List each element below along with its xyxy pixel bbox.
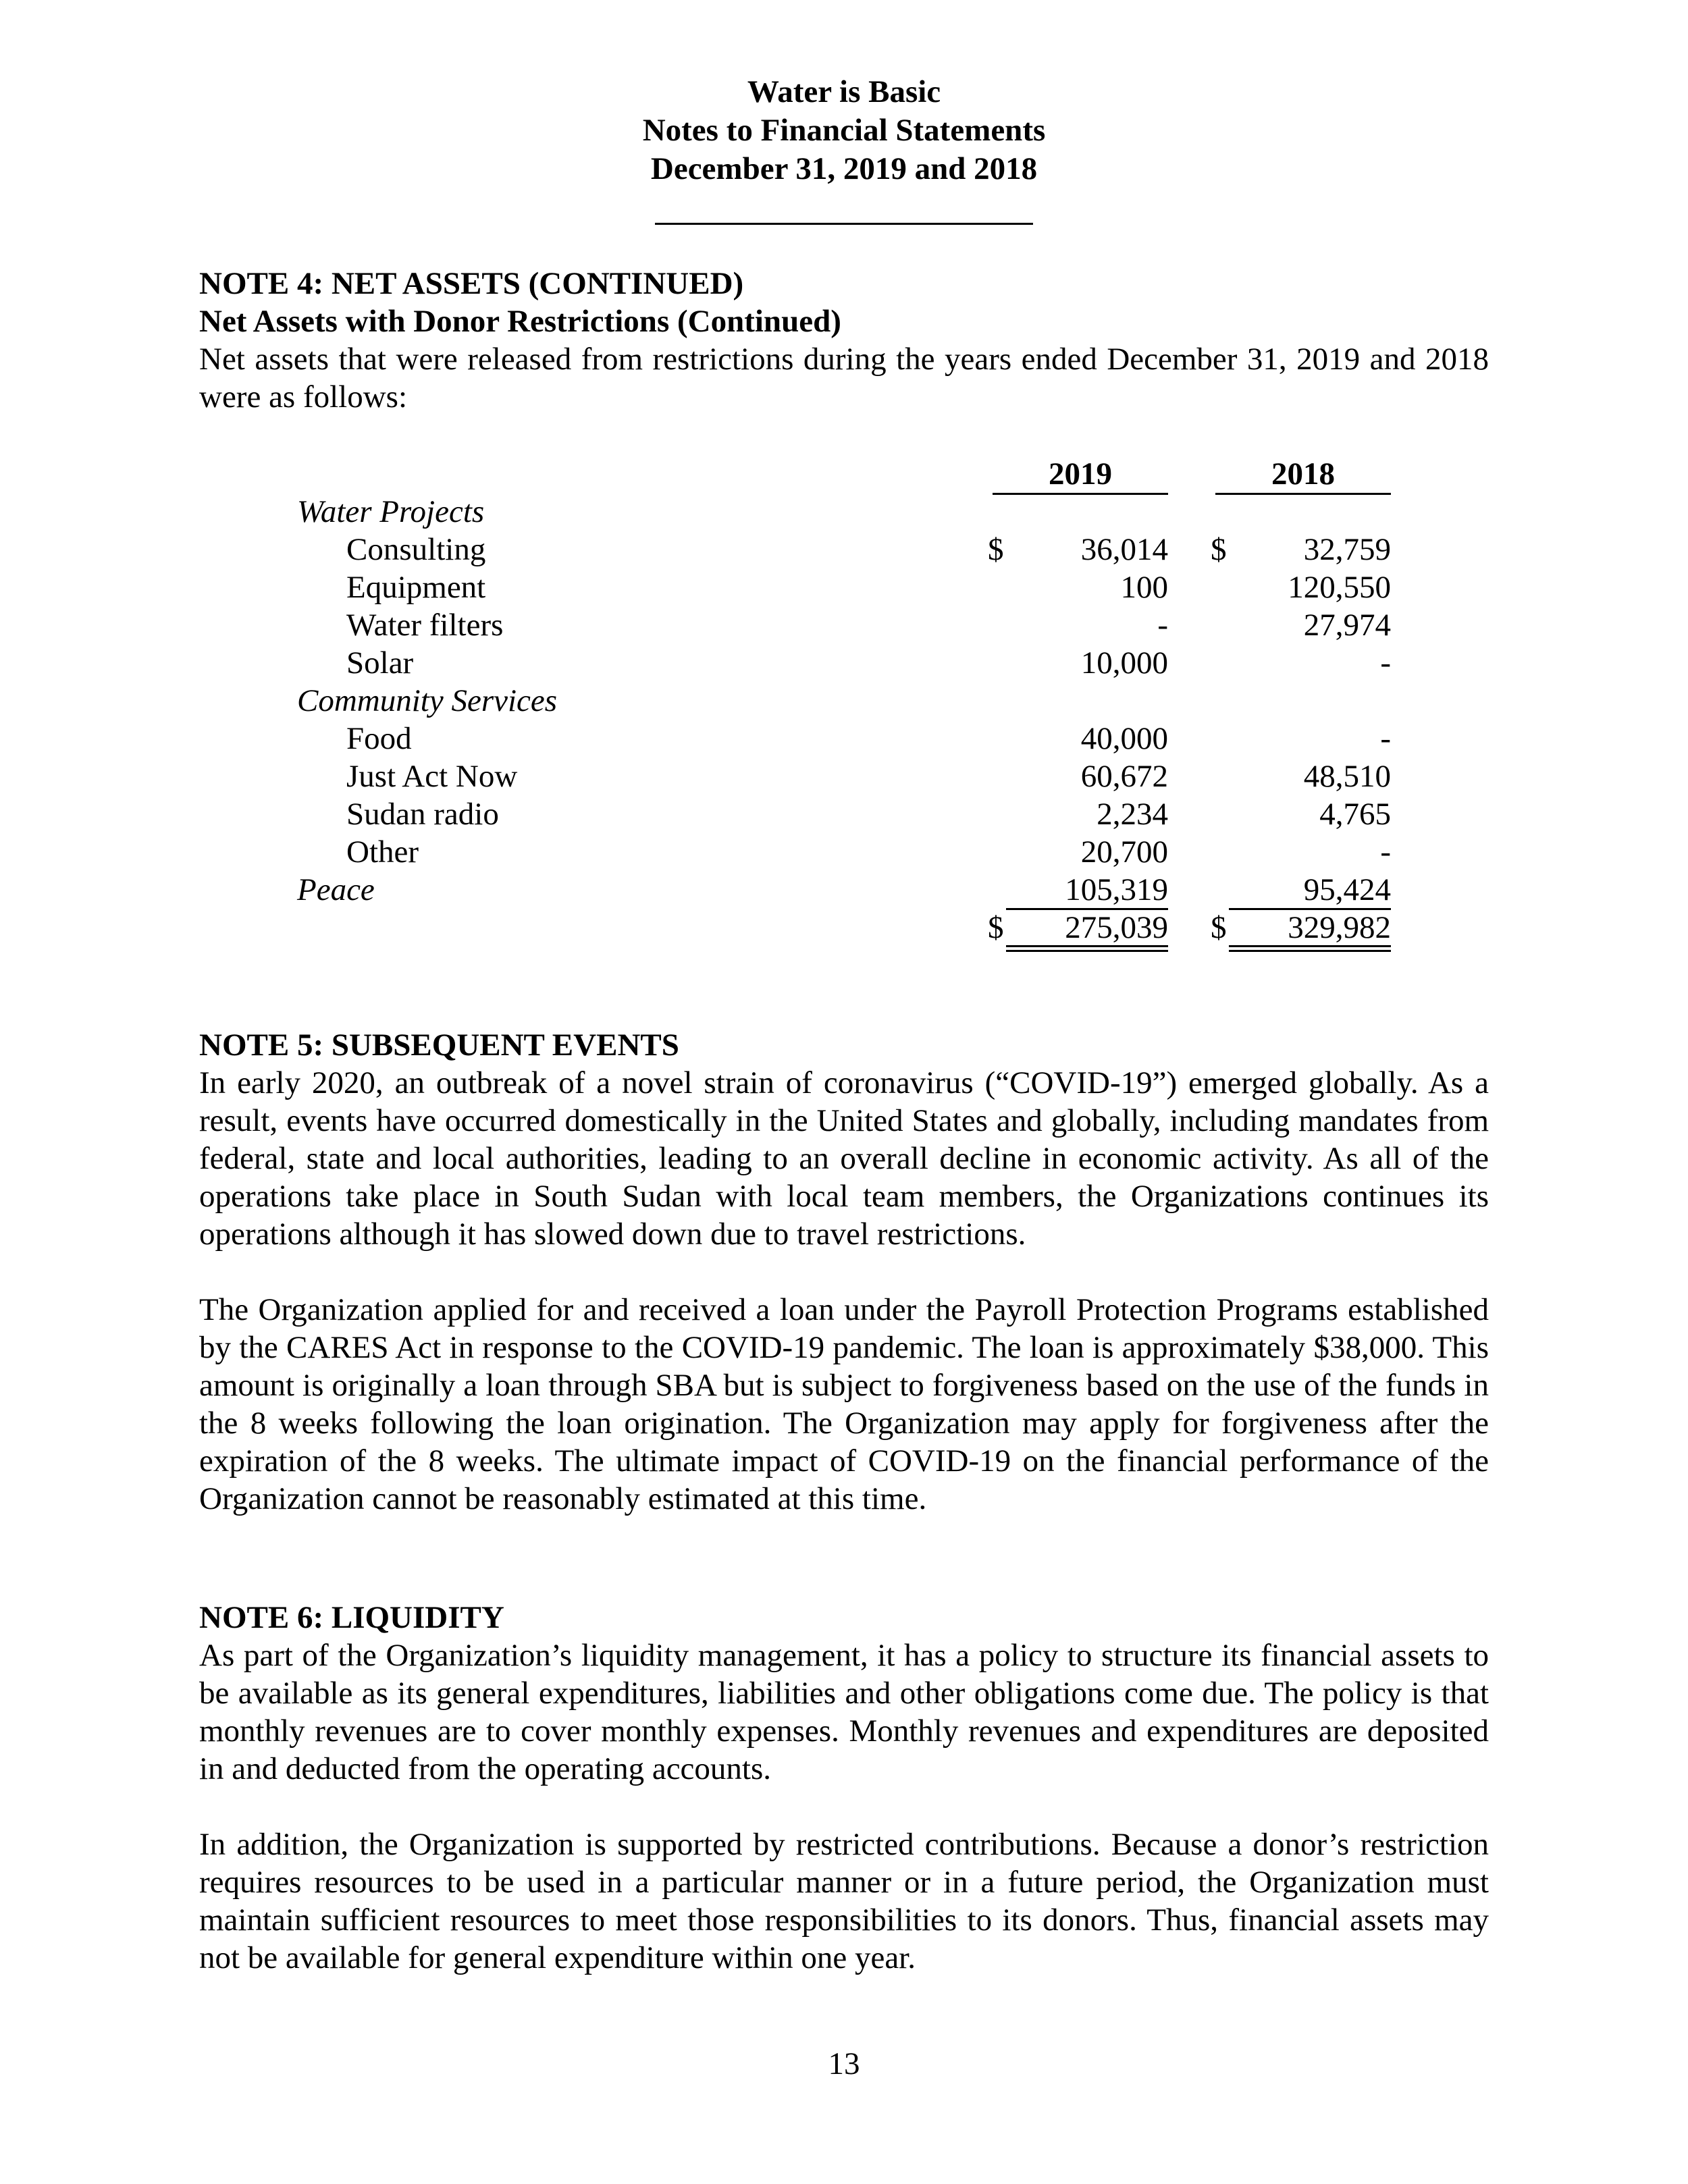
group-label-water-projects: Water Projects bbox=[297, 494, 485, 529]
row-label-other: Other bbox=[346, 834, 419, 870]
row-label-equipment: Equipment bbox=[346, 570, 486, 605]
value-food-2019: 40,000 bbox=[1080, 721, 1168, 756]
group-label-peace: Peace bbox=[297, 872, 375, 907]
value-other-2019: 20,700 bbox=[1080, 834, 1168, 870]
total-currency-2019: $ bbox=[988, 910, 1004, 945]
row-label-sudan-radio: Sudan radio bbox=[346, 797, 499, 832]
value-just-act-now-2018: 48,510 bbox=[1303, 759, 1391, 794]
value-peace-2019: 105,319 bbox=[1065, 872, 1168, 907]
header-rule bbox=[655, 223, 1033, 225]
org-name: Water is Basic bbox=[747, 74, 941, 109]
total-double-rule-2019 bbox=[1006, 945, 1168, 952]
document-header bbox=[0, 73, 1688, 188]
value-sudan-radio-2019: 2,234 bbox=[1097, 797, 1168, 832]
value-peace-2018: 95,424 bbox=[1303, 872, 1391, 907]
note-5-paragraph-2: The Organization applied for and received a loan under the Payroll Protection Programs established by the CARES Act in response to the COVID-19 pandemic. The loan is approximately $38,000. This amount is originally a loan through SBA but is subject to forgiveness based on the use of the funds in the 8 weeks following the loan origination. The Organization may apply for forgiveness after the expiration of the 8 weeks. The ultimate impact of COVID-19 on the financial performance of the Organization cannot be reasonably estimated at this time. bbox=[199, 1292, 1489, 1516]
document-title: Notes to Financial Statements bbox=[642, 113, 1046, 148]
note-4 bbox=[199, 265, 1489, 416]
value-water-filters-2018: 27,974 bbox=[1303, 608, 1391, 643]
value-sudan-radio-2018: 4,765 bbox=[1319, 797, 1391, 832]
value-food-2018: - bbox=[1380, 721, 1391, 756]
note-4-subtitle: Net Assets with Donor Restrictions (Continued) bbox=[199, 304, 841, 339]
value-consulting-2019: 36,014 bbox=[1080, 532, 1168, 567]
currency-symbol-2019: $ bbox=[988, 532, 1004, 567]
row-label-solar: Solar bbox=[346, 645, 414, 681]
note-4-title: NOTE 4: NET ASSETS (CONTINUED) bbox=[199, 266, 744, 301]
note-5-paragraph-1: In early 2020, an outbreak of a novel strain of coronavirus (“COVID-19”) emerged globally. As a result, events have occurred domestically in the United States and globally, including mandates from federal, state and local authorities, leading to an overall decline in economic activity. As all of the operations take place in South Sudan with local team members, the Organizations continues its operations although it has slowed down due to travel restrictions. bbox=[199, 1065, 1489, 1252]
total-2018: 329,982 bbox=[1288, 910, 1391, 945]
currency-symbol-2018: $ bbox=[1211, 532, 1227, 567]
note-5-title: NOTE 5: SUBSEQUENT EVENTS bbox=[199, 1028, 679, 1063]
note-5 bbox=[199, 1026, 1489, 1518]
value-just-act-now-2019: 60,672 bbox=[1080, 759, 1168, 794]
value-equipment-2019: 100 bbox=[1120, 570, 1168, 605]
group-label-community-services: Community Services bbox=[297, 683, 558, 718]
note-6 bbox=[199, 1599, 1489, 1977]
page-number: 13 bbox=[828, 2046, 860, 2081]
value-water-filters-2019: - bbox=[1157, 608, 1168, 643]
total-double-rule-2018 bbox=[1229, 945, 1391, 952]
total-currency-2018: $ bbox=[1211, 910, 1227, 945]
note-4-intro: Net assets that were released from restrictions during the years ended December 31, 2019 and 2018 were as follows: bbox=[199, 342, 1489, 415]
paragraph-spacer bbox=[199, 1253, 1489, 1291]
value-consulting-2018: 32,759 bbox=[1303, 532, 1391, 567]
note-6-title: NOTE 6: LIQUIDITY bbox=[199, 1600, 504, 1635]
row-label-water-filters: Water filters bbox=[346, 608, 504, 643]
row-label-food: Food bbox=[346, 721, 412, 756]
value-solar-2018: - bbox=[1380, 645, 1391, 681]
column-header-2019: 2019 bbox=[993, 455, 1168, 495]
value-solar-2019: 10,000 bbox=[1080, 645, 1168, 681]
value-equipment-2018: 120,550 bbox=[1288, 570, 1391, 605]
paragraph-spacer bbox=[199, 1788, 1489, 1826]
note-6-paragraph-1: As part of the Organization’s liquidity management, it has a policy to structure its financial assets to be available as its general expenditures, liabilities and other obligations come due. The policy is that monthly revenues are to cover monthly expenses. Monthly revenues and expenditures are deposited in and deducted from the operating accounts. bbox=[199, 1638, 1489, 1786]
row-label-just-act-now: Just Act Now bbox=[346, 759, 518, 794]
note-6-paragraph-2: In addition, the Organization is supported by restricted contributions. Because a donor’s restriction requires resources to be used in a particular manner or in a future period, the Organization must maintain sufficient resources to meet those responsibilities to its donors. Thus, financial assets may not be available for general expenditure within one year. bbox=[199, 1827, 1489, 1975]
document-period: December 31, 2019 and 2018 bbox=[650, 151, 1038, 186]
row-label-consulting: Consulting bbox=[346, 532, 486, 567]
total-2019: 275,039 bbox=[1065, 910, 1168, 945]
column-header-2018: 2018 bbox=[1215, 455, 1391, 495]
value-other-2018: - bbox=[1380, 834, 1391, 870]
